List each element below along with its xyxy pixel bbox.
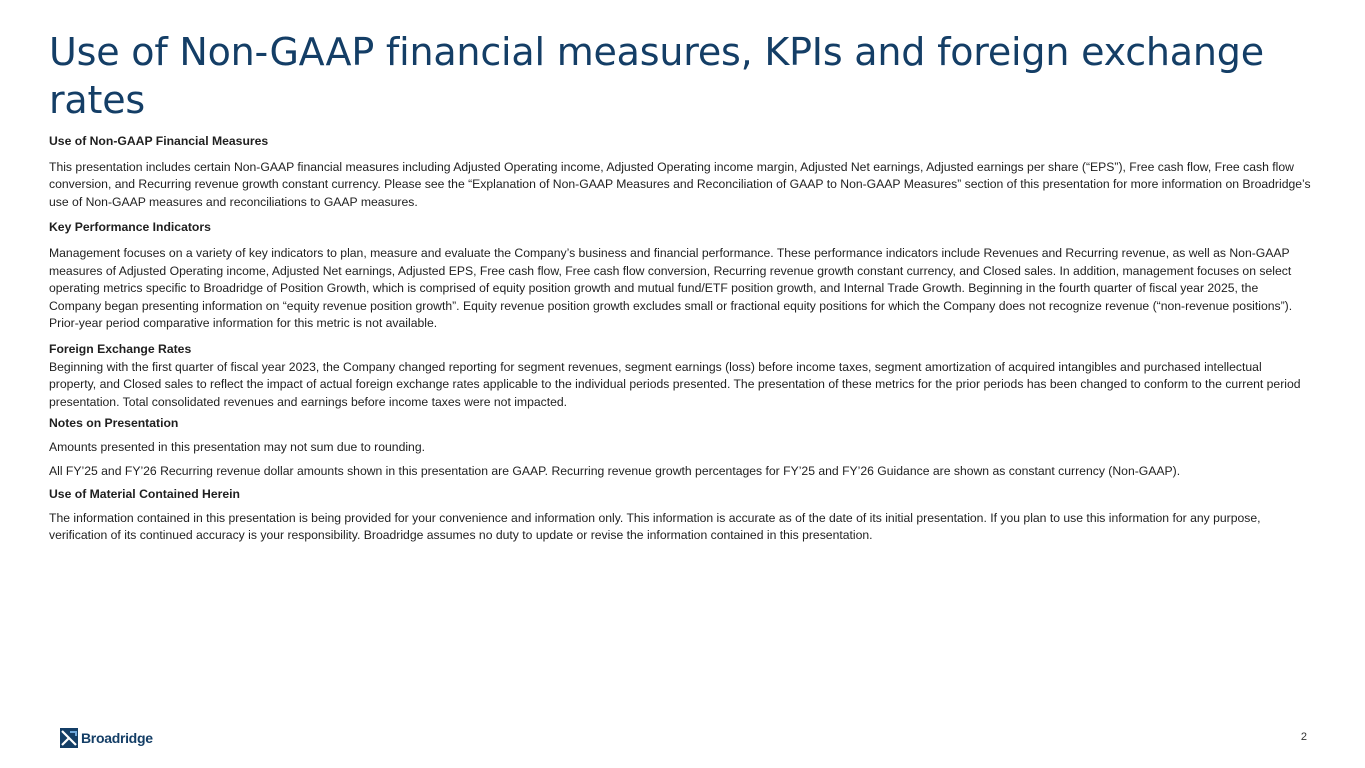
- page-number: 2: [1300, 731, 1307, 743]
- slide-body: [49, 133, 1311, 545]
- kpi-paragraph: Management focuses on a variety of key indicators to plan, measure and evaluate the Company’s business and financial performance. These performance indicators include Revenues and Recurring revenue, as well as Non-GAAP measures of Adjusted Operating income, Adjusted Net earnings, Adjusted EPS, Free cash flow, Free cash flow conversion, Recurring revenue growth constant currency, and Closed sales. In addition, management focuses on select operating metrics specific to Broadridge of Position Growth, which is comprised of equity position growth and mutual fund/ETF position growth, and Internal Trade Growth. Beginning in the fourth quarter of fiscal year 2025, the Company began presenting information on “equity revenue position growth”. Equity revenue position growth excludes small or fractional equity positions for which the Company does not recognize revenue (“non-revenue positions”). Prior-year period comparative information for this metric is not available.: [49, 245, 1293, 331]
- notes-paragraph-recurring: All FY’25 and FY’26 Recurring revenue dollar amounts shown in this presentation are GAAP. Recurring revenue growth percentages for FY’25 and FY’26 Guidance are shown as constant currency (Non-GAAP).: [49, 463, 1181, 478]
- broadridge-logo-text: Broadridge: [81, 730, 153, 746]
- material-paragraph: The information contained in this presentation is being provided for your convenience and information only. This information is accurate as of the date of its initial presentation. If you plan to use this information for any purpose, verification of its continued accuracy is your responsibility. Broadridge assumes no duty to update or revise the information contained in this presentation.: [49, 510, 1261, 543]
- section-heading-notes: Notes on Presentation: [49, 416, 179, 431]
- slide-title: Use of Non-GAAP financial measures, KPIs and foreign exchange rates: [49, 30, 1264, 122]
- section-heading-material: Use of Material Contained Herein: [49, 487, 240, 502]
- broadridge-logo: [60, 727, 153, 749]
- section-heading-kpi: Key Performance Indicators: [49, 220, 211, 235]
- section-heading-fx: Foreign Exchange Rates: [49, 341, 192, 356]
- non-gaap-paragraph: This presentation includes certain Non-GAAP financial measures including Adjusted Operating income, Adjusted Operating income margin, Adjusted Net earnings, Adjusted earnings per share (“EPS”), Free cash flow, Free cash flow conversion, and Recurring revenue growth constant currency. Please see the “Explanation of Non-GAAP Measures and Reconciliation of GAAP to Non-GAAP Measures” section of this presentation for more information on Broadridge’s use of Non-GAAP measures and reconciliations to GAAP measures.: [49, 159, 1311, 209]
- notes-paragraph-rounding: Amounts presented in this presentation may not sum due to rounding.: [49, 439, 426, 454]
- section-heading-non-gaap: Use of Non-GAAP Financial Measures: [49, 134, 269, 148]
- broadridge-logo-icon: [60, 728, 78, 748]
- fx-paragraph: Beginning with the first quarter of fiscal year 2023, the Company changed reporting for segment revenues, segment earnings (loss) before income taxes, segment amortization of acquired intangibles and purchased intellectual property, and Closed sales to reflect the impact of actual foreign exchange rates applicable to the individual periods presented. The presentation of these metrics for the prior periods has been changed to conform to the current period presentation. Total consolidated revenues and earnings before income taxes were not impacted.: [49, 359, 1301, 409]
